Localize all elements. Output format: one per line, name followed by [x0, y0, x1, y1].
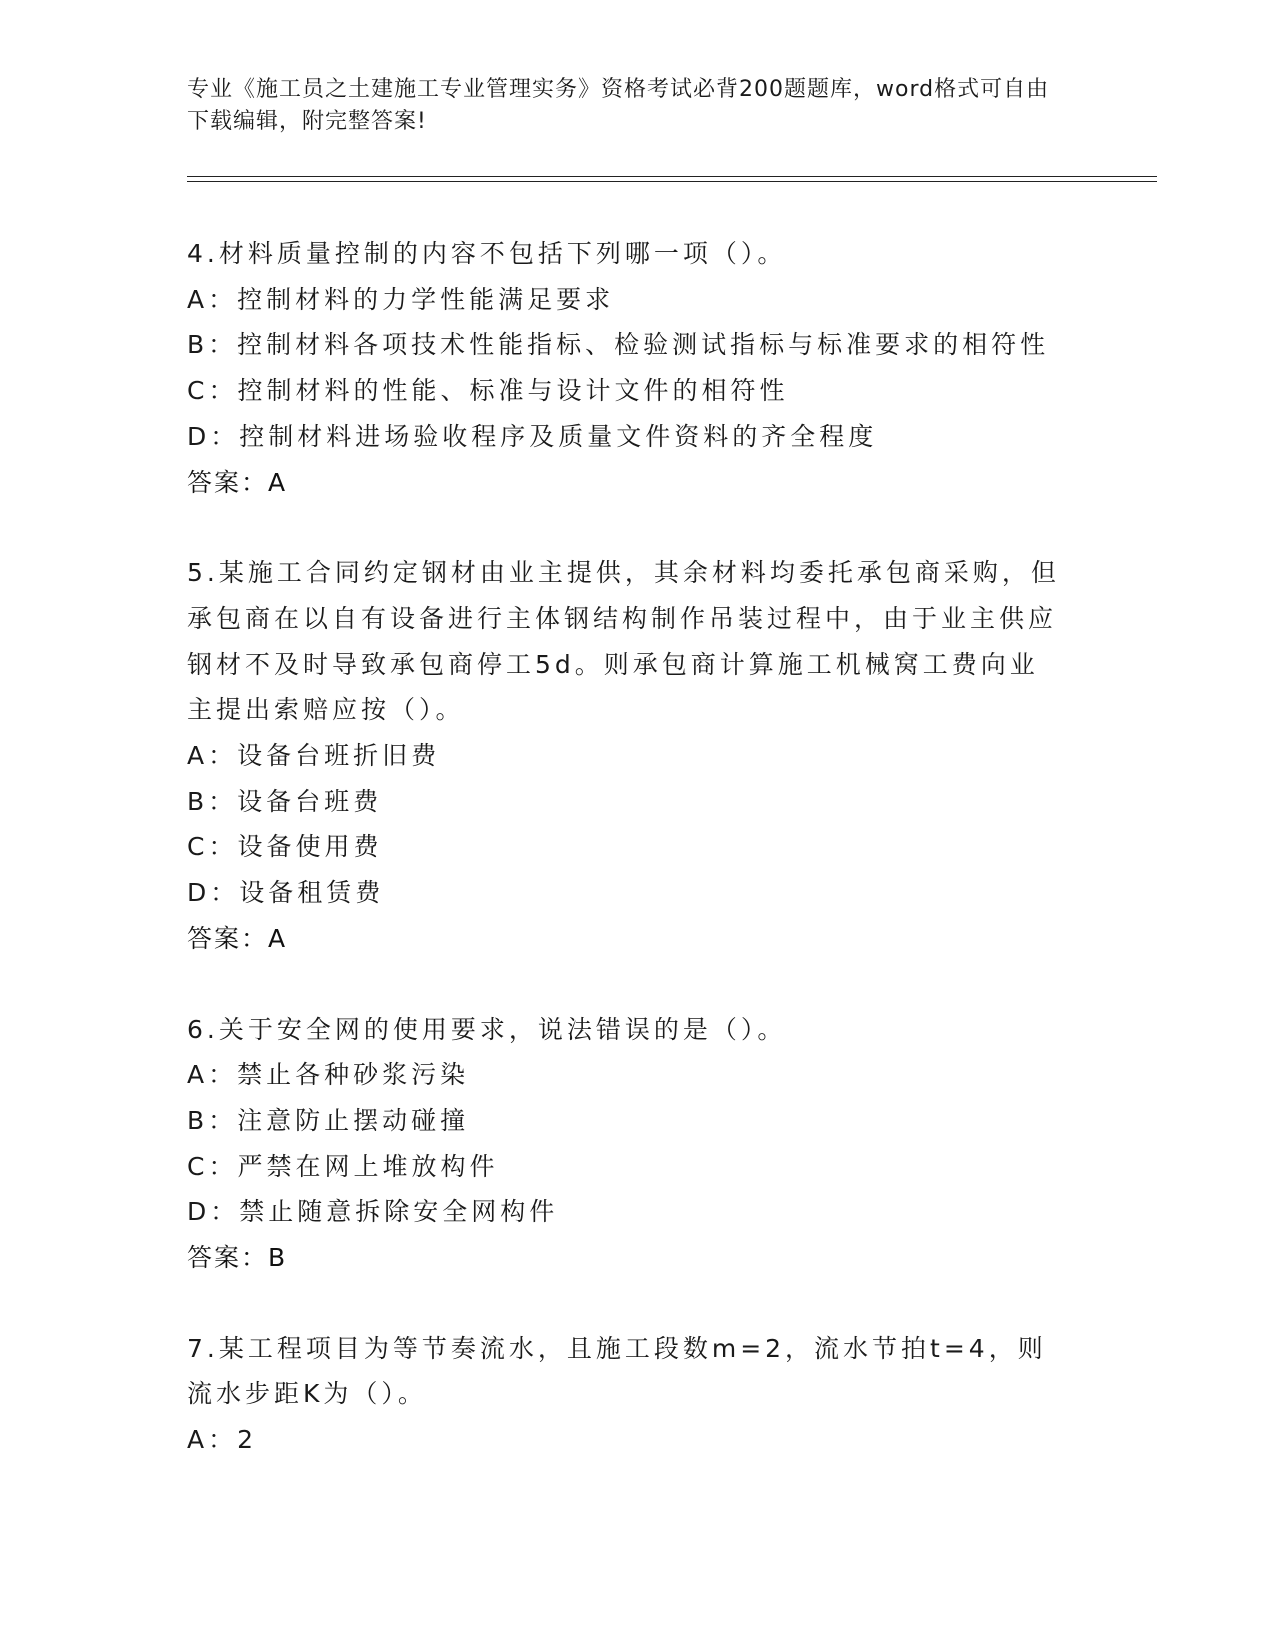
option-d: D：禁止随意拆除安全网构件 [187, 1197, 559, 1227]
option-b: B：设备台班费 [187, 786, 383, 816]
header-divider [187, 176, 1157, 182]
question-5 [187, 550, 1087, 961]
document-header: 专业《施工员之土建施工专业管理实务》资格考试必背200题题库，word格式可自由下载编辑，附完整答案! [187, 77, 1050, 134]
question-stem: 7.某工程项目为等节奏流水，且施工段数m=2，流水节拍t=4，则流水步距K为（）。 [187, 1333, 1047, 1409]
question-6 [187, 1007, 1087, 1281]
option-d: D：设备租赁费 [187, 878, 385, 908]
option-c: C：控制材料的性能、标准与设计文件的相符性 [187, 376, 789, 406]
answer: 答案：A [187, 923, 288, 953]
option-c: C：严禁在网上堆放构件 [187, 1151, 499, 1181]
question-stem: 4.材料质量控制的内容不包括下列哪一项（）。 [187, 239, 787, 268]
question-list [187, 231, 1087, 1508]
option-a: A：设备台班折旧费 [187, 741, 441, 771]
question-stem: 6.关于安全网的使用要求，说法错误的是（）。 [187, 1014, 787, 1044]
answer: 答案：B [187, 1243, 288, 1273]
option-b: B：注意防止摆动碰撞 [187, 1105, 470, 1135]
option-a: A：2 [187, 1425, 258, 1455]
option-d: D：控制材料进场验收程序及质量文件资料的齐全程度 [187, 421, 878, 451]
answer: 答案：A [187, 467, 288, 497]
question-7 [187, 1326, 1087, 1463]
option-b: B：控制材料各项技术性能指标、检验测试指标与标准要求的相符性 [187, 330, 1050, 360]
option-a: A：控制材料的力学性能满足要求 [187, 284, 615, 314]
option-a: A：禁止各种砂浆污染 [187, 1060, 470, 1090]
option-c: C：设备使用费 [187, 832, 383, 862]
question-stem: 5.某施工合同约定钢材由业主提供，其余材料均委托承包商采购，但承包商在以自有设备进行主体钢结构制作吊装过程中，由于业主供应钢材不及时导致承包商停工5d。则承包商计算施工机械窝工费向业主提出索赔应按（）。 [187, 558, 1060, 725]
question-4 [187, 231, 1087, 505]
